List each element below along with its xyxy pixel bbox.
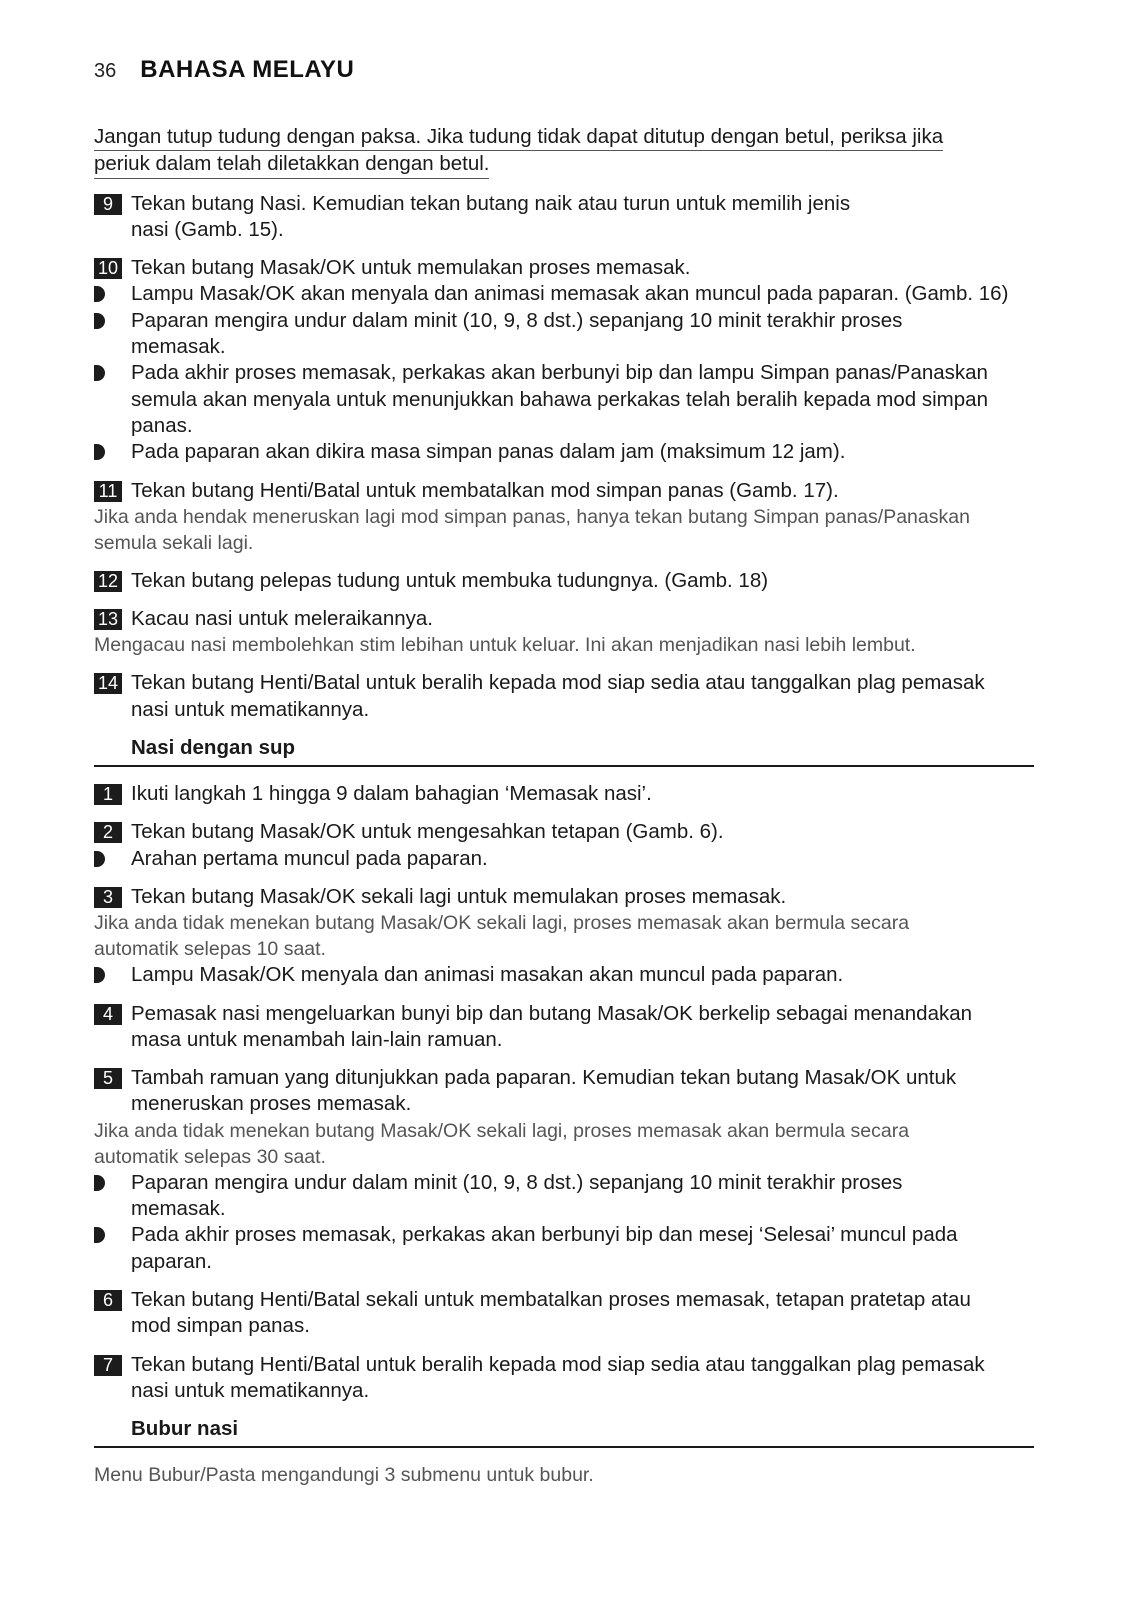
step-number-badge: 13 [94,609,122,630]
step-text: nasi (Gamb. 15). [131,217,284,241]
language-title: BAHASA MELAYU [140,56,355,83]
step-item [94,255,1034,465]
section-heading: Bubur nasi [94,1416,1034,1448]
step-text: 6 Tekan butang Henti/Batal sekali untuk membatalkan proses memasak, tetapan pratetap atau [94,1287,1034,1313]
step-note: automatik selepas 10 saat. [94,938,326,961]
bullet-item: paparan. [131,1249,212,1273]
warning-block [94,124,1034,179]
step-item [94,606,1034,658]
step-number-badge: 7 [94,1355,122,1376]
bullet-item: Lampu Masak/OK akan menyala dan animasi memasak akan muncul pada paparan. (Gamb. 16) [94,281,1034,307]
step-item [94,670,1034,723]
bullet-item: Paparan mengira undur dalam minit (10, 9, 8 dst.) sepanjang 10 minit terakhir proses [94,308,1034,334]
step-item [94,819,1034,872]
step-text: nasi untuk mematikannya. [131,697,370,721]
page-header [94,56,354,86]
step-text: masa untuk menambah lain-lain ramuan. [131,1027,503,1051]
section-intro: Menu Bubur/Pasta mengandungi 3 submenu untuk bubur. [94,1464,594,1487]
warning-line [94,124,1034,151]
bullet-arrow-icon [94,313,105,329]
warning-text: periuk dalam telah diletakkan dengan betul. [94,151,489,178]
bullet-item: Arahan pertama muncul pada paparan. [94,846,1034,872]
bullet-arrow-icon [94,967,105,983]
step-item [94,884,1034,989]
bullet-arrow-icon [94,1175,105,1191]
step-note: Mengacau nasi membolehkan stim lebihan untuk keluar. Ini akan menjadikan nasi lebih lembut. [94,634,916,657]
step-number-badge: 6 [94,1290,122,1311]
bullet-item: Lampu Masak/OK menyala dan animasi masakan akan muncul pada paparan. [94,962,1034,988]
step-number-badge: 2 [94,822,122,843]
page-number: 36 [94,60,117,82]
bullet-arrow-icon [94,1227,105,1243]
step-text: 12 Tekan butang pelepas tudung untuk membuka tudungnya. (Gamb. 18) [94,568,1034,594]
warning-text: Jangan tutup tudung dengan paksa. Jika tudung tidak dapat ditutup dengan betul, periksa jika [94,124,943,151]
step-item [94,1352,1034,1405]
bullet-arrow-icon [94,365,105,381]
step-note: Jika anda hendak meneruskan lagi mod simpan panas, hanya tekan butang Simpan panas/Panaskan [94,505,970,528]
step-number-badge: 1 [94,784,122,805]
step-number-badge: 10 [94,258,122,279]
step-text: 14 Tekan butang Henti/Batal untuk beralih kepada mod siap sedia atau tanggalkan plag pemasak [94,670,1034,696]
section-heading: Nasi dengan sup [94,735,1034,767]
bullet-item: Pada paparan akan dikira masa simpan panas dalam jam (maksimum 12 jam). [94,439,1034,465]
step-item [94,1287,1034,1340]
warning-line [94,151,1034,178]
bullet-arrow-icon [94,444,105,460]
step-text: mod simpan panas. [131,1314,310,1338]
step-note: Jika anda tidak menekan butang Masak/OK sekali lagi, proses memasak akan bermula secara [94,912,910,935]
step-number-badge: 14 [94,673,122,694]
step-text: 7 Tekan butang Henti/Batal untuk beralih kepada mod siap sedia atau tanggalkan plag pemasak [94,1352,1034,1378]
bullet-item: panas. [131,413,193,437]
step-text: 13 Kacau nasi untuk meleraikannya. [94,606,1034,632]
step-text: 10 Tekan butang Masak/OK untuk memulakan proses memasak. [94,255,1034,281]
bullet-item: Paparan mengira undur dalam minit (10, 9, 8 dst.) sepanjang 10 minit terakhir proses [94,1170,1034,1196]
step-number-badge: 4 [94,1004,122,1025]
page-content [94,124,1034,1488]
step-number-badge: 12 [94,571,122,592]
step-text: nasi untuk mematikannya. [131,1378,370,1402]
step-text: meneruskan proses memasak. [131,1092,412,1116]
step-item [94,191,1034,244]
bullet-item: memasak. [131,1197,226,1221]
bullet-item: semula akan menyala untuk menunjukkan bahawa perkakas telah beralih kepada mod simpan [131,387,988,411]
step-text: 11 Tekan butang Henti/Batal untuk membatalkan mod simpan panas (Gamb. 17). [94,478,1034,504]
step-text: 9 Tekan butang Nasi. Kemudian tekan butang naik atau turun untuk memilih jenis [94,191,1034,217]
bullet-item: Pada akhir proses memasak, perkakas akan berbunyi bip dan lampu Simpan panas/Panaskan [94,360,1034,386]
step-text: 4 Pemasak nasi mengeluarkan bunyi bip dan butang Masak/OK berkelip sebagai menandakan [94,1001,1034,1027]
step-item [94,568,1034,594]
step-note: Jika anda tidak menekan butang Masak/OK sekali lagi, proses memasak akan bermula secara [94,1119,910,1142]
bullet-arrow-icon [94,851,105,867]
step-note: semula sekali lagi. [94,531,254,554]
step-note: automatik selepas 30 saat. [94,1145,326,1168]
step-item [94,1001,1034,1054]
bullet-item: memasak. [131,335,226,359]
step-text: 1 Ikuti langkah 1 hingga 9 dalam bahagian ‘Memasak nasi’. [94,781,1034,807]
step-number-badge: 3 [94,887,122,908]
step-text: 3 Tekan butang Masak/OK sekali lagi untuk memulakan proses memasak. [94,884,1034,910]
step-item [94,1065,1034,1275]
step-item [94,478,1034,556]
bullet-item: Pada akhir proses memasak, perkakas akan berbunyi bip dan mesej ‘Selesai’ muncul pada [94,1222,1034,1248]
step-text: 5 Tambah ramuan yang ditunjukkan pada paparan. Kemudian tekan butang Masak/OK untuk [94,1065,1034,1091]
step-text: 2 Tekan butang Masak/OK untuk mengesahkan tetapan (Gamb. 6). [94,819,1034,845]
step-number-badge: 9 [94,194,122,215]
step-number-badge: 5 [94,1068,122,1089]
step-item [94,781,1034,807]
bullet-arrow-icon [94,286,105,302]
step-number-badge: 11 [94,481,122,502]
